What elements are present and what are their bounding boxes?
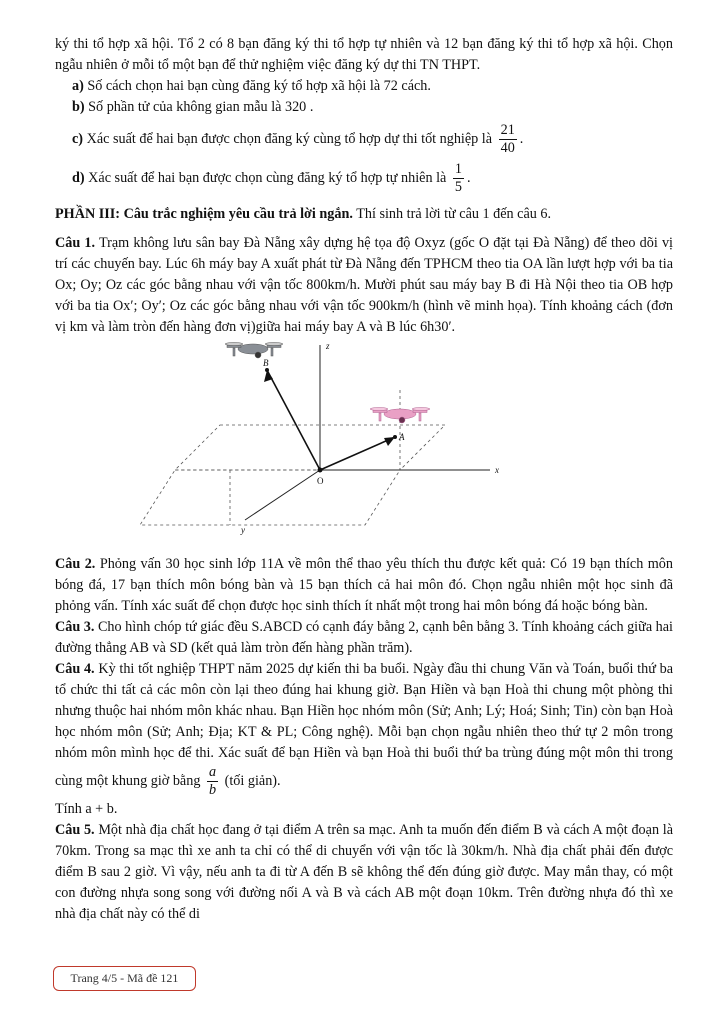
page-footer-badge: Trang 4/5 - Mã đề 121 bbox=[53, 966, 196, 991]
drone-b-icon bbox=[225, 343, 283, 359]
label-z: z bbox=[326, 341, 330, 351]
frac-den: 40 bbox=[500, 140, 515, 156]
label-x: x bbox=[495, 465, 499, 475]
option-a-label: a) bbox=[72, 78, 84, 94]
point-a bbox=[393, 435, 397, 439]
question-4 bbox=[55, 659, 673, 799]
question-1 bbox=[55, 233, 673, 338]
option-c-end: . bbox=[519, 130, 524, 147]
label-b: B bbox=[263, 358, 269, 368]
q4-text-end: (tối giản). bbox=[221, 772, 281, 789]
fraction-1-5 bbox=[453, 161, 464, 196]
part3-note: Thí sinh trả lời từ câu 1 đến câu 6. bbox=[352, 206, 552, 222]
figure-svg bbox=[55, 340, 673, 550]
part3-title: PHẦN III: Câu trắc nghiệm yêu cầu trả lời ngắn. bbox=[55, 206, 353, 222]
q3-text: Cho hình chóp tứ giác đều S.ABCD có cạnh đáy bằng 2, cạnh bên bằng 3. Tính khoảng cách giữa hai đường thẳng AB và SD (kết quả làm tròn đến hàng phần trăm). bbox=[55, 619, 673, 656]
frac-den: b bbox=[208, 782, 217, 798]
base-plane-front bbox=[140, 470, 400, 525]
option-c bbox=[55, 122, 673, 157]
intro-paragraph: ký thi tổ hợp xã hội. Tổ 2 có 8 bạn đăng ký thi tổ hợp tự nhiên và 12 bạn đăng ký thi tổ hợp xã hội. Chọn ngẫu nhiên ở mỗi tổ một bạn để thử nghiệm việc đăng ký dự thi TN THPT. bbox=[55, 36, 673, 73]
fraction-a-b bbox=[207, 764, 218, 799]
frac-num: 21 bbox=[500, 122, 515, 138]
option-a-text: Số cách chọn hai bạn cùng đăng ký tổ hợp xã hội là 72 cách. bbox=[87, 78, 431, 94]
option-d-label: d) bbox=[72, 169, 85, 186]
origin-point bbox=[318, 468, 323, 473]
q1-label: Câu 1. bbox=[55, 235, 96, 251]
option-b bbox=[55, 97, 673, 118]
q2-label: Câu 2. bbox=[55, 556, 96, 572]
point-b bbox=[265, 368, 269, 372]
y-axis bbox=[245, 470, 320, 520]
question-5 bbox=[55, 820, 673, 925]
option-b-label: b) bbox=[72, 99, 85, 115]
drone-a-icon bbox=[370, 408, 430, 424]
option-c-label: c) bbox=[72, 130, 84, 147]
frac-num: a bbox=[208, 764, 217, 780]
option-d-end: . bbox=[467, 169, 471, 186]
coordinate-figure bbox=[55, 340, 673, 550]
option-b-text: Số phần tử của không gian mẫu là 320 . bbox=[88, 99, 314, 115]
part3-heading bbox=[55, 204, 673, 225]
q3-label: Câu 3. bbox=[55, 619, 95, 635]
q5-text: Một nhà địa chất học đang ở tại điểm A trên sa mạc. Anh ta muốn đến điểm B và cách A một đoạn là 70km. Trong sa mạc thì xe anh ta chỉ có thể di chuyển với vận tốc là 30km/h. Nhà địa chất phải đến được điểm B sau 2 giờ. Vì vậy, nếu anh ta đi từ A đến B sẽ không thể đến đúng giờ được. May mắn thay, có một con đường nhựa song song với đường nối A và B và cách AB một đoạn 10km. Trên đường nhựa đó thì xe nhà địa chất này có thể di bbox=[55, 822, 673, 922]
q5-label: Câu 5. bbox=[55, 822, 95, 838]
question-3 bbox=[55, 617, 673, 659]
base-plane-back bbox=[175, 425, 445, 470]
page-content bbox=[55, 34, 673, 925]
q4-tail: Tính a + b. bbox=[55, 801, 118, 817]
option-d bbox=[55, 161, 673, 196]
label-a: A bbox=[399, 432, 405, 442]
option-c-text: Xác suất để hai bạn được chọn đăng ký cùng tổ hợp dự thi tốt nghiệp là bbox=[86, 130, 493, 147]
frac-den: 5 bbox=[454, 179, 462, 195]
option-d-text: Xác suất để hai bạn được chọn cùng đăng ký tổ hợp tự nhiên là bbox=[88, 169, 447, 186]
option-a bbox=[55, 76, 673, 97]
q4-label: Câu 4. bbox=[55, 661, 95, 677]
q4-text: Kỳ thi tốt nghiệp THPT năm 2025 dự kiến thi ba buổi. Ngày đầu thi chung Văn và Toán, buổi thứ ba tổ chức thi tất cả các môn còn lại theo đúng hai khung giờ. Bạn Hiền và bạn Hoà thi chung một phòng thi nhưng thuộc hai nhóm môn khác nhau. Bạn Hiền học nhóm môn (Sử; Anh; Lý; Hoá; Sinh; Tin) còn bạn Hoà học nhóm môn (Sử; Anh; Địa; KT & PL; Công nghệ). Mỗi bạn chọn ngẫu nhiên theo thứ tự 2 môn trong nhóm môn mình học để thi. Xác suất để bạn Hiền và bạn Hoà thi buổi thứ ba trùng đúng một môn thi trong cùng một khung giờ bằng bbox=[55, 661, 674, 789]
vector-ob bbox=[267, 370, 320, 470]
fraction-21-40 bbox=[499, 122, 517, 157]
q2-text: Phỏng vấn 30 học sinh lớp 11A về môn thể thao yêu thích thu được kết quả: Có 19 bạn thích môn bóng đá, 17 bạn thích môn bóng bàn và 15 bạn thích cả hai môn đó. Chọn ngẫu nhiên một học sinh đã phỏng vấn. Tính xác suất để chọn được học sinh thích ít nhất một trong hai môn bóng đá hoặc bóng bàn. bbox=[55, 556, 673, 614]
label-o: O bbox=[317, 476, 324, 486]
vector-oa bbox=[320, 437, 395, 470]
frac-num: 1 bbox=[454, 161, 462, 177]
question-2 bbox=[55, 554, 673, 617]
label-y: y bbox=[241, 525, 245, 535]
q1-text: Trạm không lưu sân bay Đà Nẵng xây dựng hệ tọa độ Oxyz (gốc O đặt tại Đà Nẵng) để theo dõi vị trí các chuyến bay. Lúc 6h máy bay A xuất phát từ Đà Nẵng đến TPHCM theo tia OA lần lượt hợp với ba tia Ox; Oy; Oz các góc bằng nhau với vận tốc 800km/h. Mười phút sau máy bay B đi Hà Nội theo tia OB hợp với ba tia Ox′; Oy′; Oz các góc bằng nhau với vận tốc 900km/h (hình vẽ minh họa). Tính khoảng cách (đơn vị km và làm tròn đến hàng đơn vị)giữa hai máy bay A và B lúc 6h30′. bbox=[55, 235, 673, 335]
